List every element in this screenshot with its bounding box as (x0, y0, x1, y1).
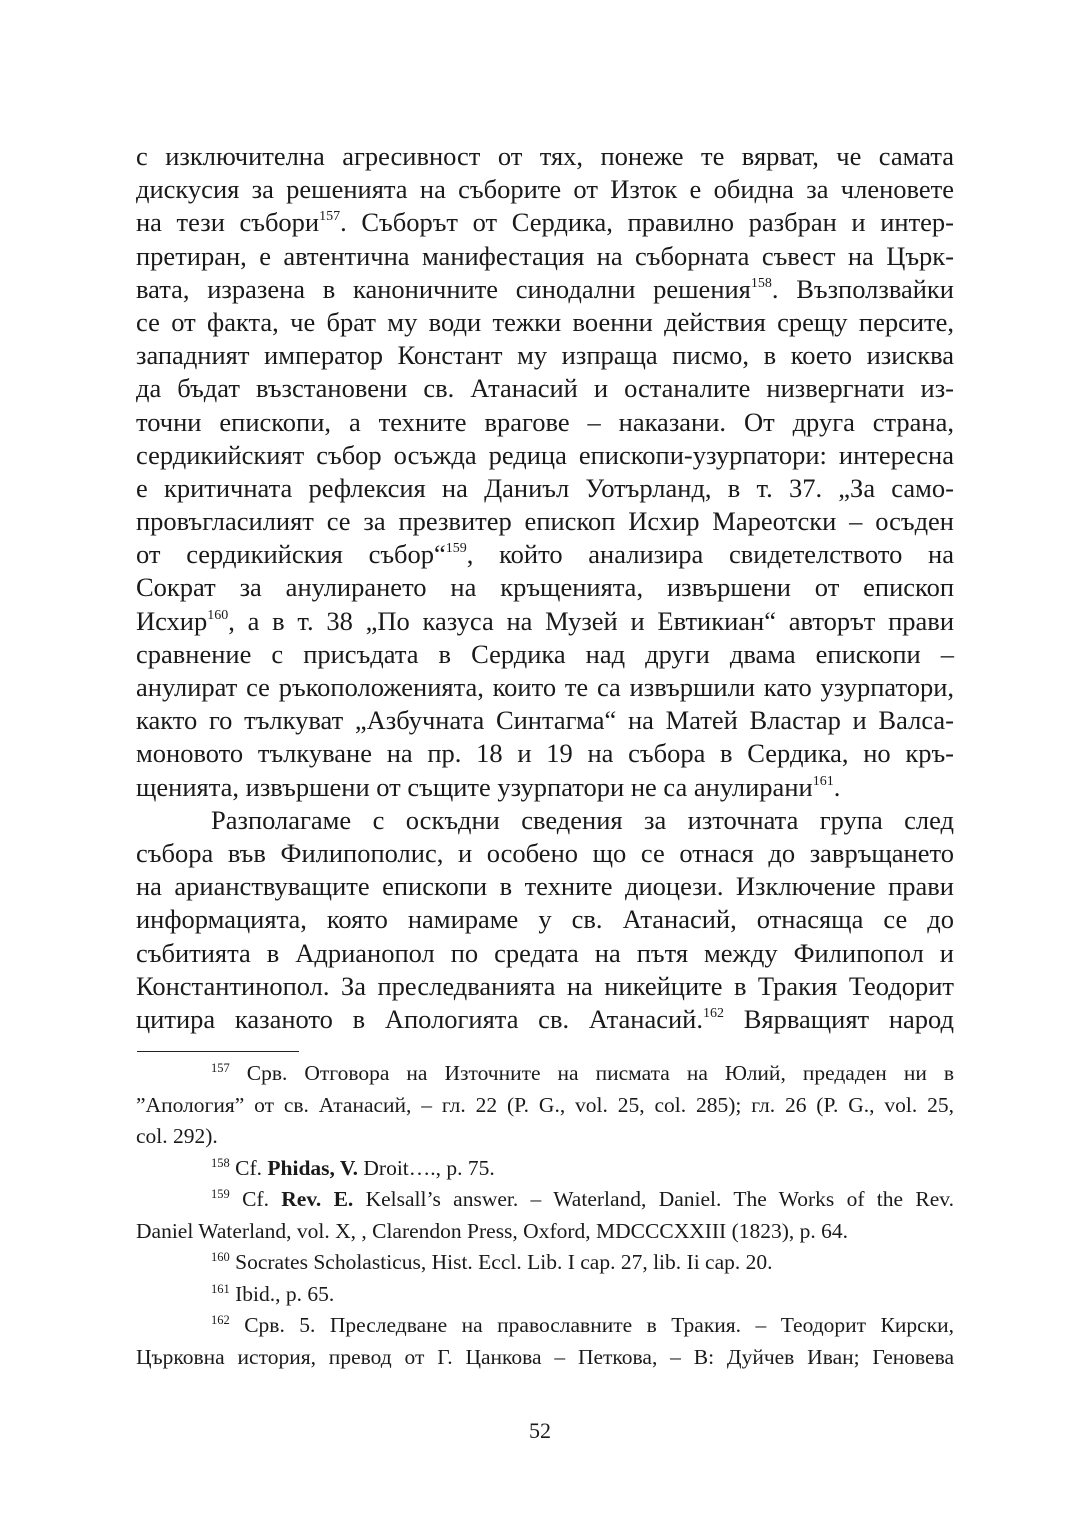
footnote-162-cont: Църковна история, превод от Г. Цанкова – Петкова, – В: Дуйчев Иван; Геновева (136, 1344, 954, 1369)
text-line: провъгласилият се за презвитер епископ Исхир Мареотски – осъден (136, 506, 954, 537)
footnote-160: $^{160}$ Socrates Scholasticus, Hist. Eccl. Lib. I cap. 27, lib. Ii cap. 20. (211, 1250, 773, 1274)
text-line: щенията, извършени от същите узурпатори не са анулирани$^{161}$. (136, 771, 841, 802)
footnote-162: $^{162}$ Срв. 5. Преследване на православните в Тракия. – Теодорит Кирски, (211, 1313, 954, 1337)
text-line: дискусия за решенията на съборите от Изток е обидна за членовете (136, 174, 954, 205)
footnote-ref-157[interactable]: 157 (319, 209, 341, 225)
text-line: е критичната рефлексия на Даниъл Уотърланд, в т. 37. „За само- (136, 472, 954, 503)
footnote-ref-162[interactable]: 162 (702, 1005, 724, 1021)
footnote-158: $^{158}$ Cf. Phidas, V. Droit…., p. 75. (211, 1155, 495, 1180)
text-line: Сократ за анулирането на кръщенията, извършени от епископ (136, 572, 954, 603)
text-line: с изключителна агресивност от тях, понеже те вярват, че самата (136, 141, 954, 171)
footnote-161: $^{161}$ Ibid., p. 65. (211, 1281, 335, 1306)
text-line: моновото тълкуване на пр. 18 и 19 на събора в Сердика, но кръ- (136, 738, 954, 769)
text-line: на арианствуващите епископи в техните диоцези. Изключение прави (136, 871, 954, 902)
page-number: 52 (529, 1418, 551, 1443)
paragraph-start-line: Разполагаме с оскъдни сведения за източната група след (211, 804, 954, 835)
text-line: информацията, която намираме у св. Атанасий, отнасяща се до (136, 904, 954, 935)
text-line: цитира казаното в Апологията св. Атанасий.$^{162}$ Вярващият народ (136, 1003, 954, 1034)
text-line: както го тълкуват „Азбучната Синтагма“ на Матей Властар и Валса- (136, 705, 954, 736)
text-line: да бъдат възстановени св. Атанасий и останалите низвергнати из- (136, 373, 954, 404)
footnote-157-cont: col. 292). (136, 1124, 218, 1148)
text-line: от сердикийския събор“$^{159}$, който анализира свидетелството на (136, 539, 955, 570)
footnote-ref-161[interactable]: 161 (812, 773, 834, 789)
text-line: се от факта, че брат му води тежки военни действия срещу персите, (136, 306, 954, 337)
text-line: претиран, е автентична манифестация на съборната съвест на Църк- (136, 240, 954, 271)
text-line: на тези събори$^{157}$. Съборът от Сердика, правилно разбран и интер- (136, 207, 955, 238)
footnotes (136, 1058, 954, 1373)
text-line: анулират се ръкоположенията, които те са извършили като узурпатори, (136, 672, 954, 702)
text-line: сравнение с присъдата в Сердика над други двама епископи – (136, 638, 954, 669)
footnote-157: $^{157}$ Срв. Отговора на Източните на писмата на Юлий, предаден ни в (211, 1061, 954, 1085)
footnote-separator (137, 1051, 299, 1052)
text-line: събора във Филипополис, и особено що се отнася до завръщането (136, 837, 954, 868)
footnote-159-cont: Daniel Waterland, vol. X, , Clarendon Press, Oxford, MDCCCXXIII (1823), p. 64. (136, 1218, 849, 1243)
footnote-ref-160[interactable]: 160 (207, 607, 229, 623)
text-line: точни епископи, а техните врагове – наказани. От друга страна, (136, 406, 954, 437)
text-line: западният император Констант му изпраща писмо, в което изисква (136, 340, 954, 371)
footnote-159: $^{159}$ Cf. Rev. E. Kelsall’s answer. – Waterland, Daniel. The Works of the Rev. (211, 1187, 954, 1211)
text-line: Исхир$^{160}$, а в т. 38 „По казуса на Музей и Евтикиан“ авторът прави (136, 605, 954, 636)
text-line: Константинопол. За преследванията на никейците в Тракия Теодорит (136, 970, 954, 1001)
text-line: сердикийският събор осъжда редица епископи-узурпатори: интересна (136, 439, 954, 470)
text-line: вата, изразена в каноничните синодални решения$^{158}$. Възползвайки (136, 273, 954, 304)
footnote-ref-159[interactable]: 159 (445, 541, 467, 557)
text-line: събитията в Адрианопол по средата на пътя между Филипопол и (136, 937, 954, 968)
footnote-ref-158[interactable]: 158 (750, 275, 772, 291)
footnote-157-cont: ”Апология” от св. Атанасий, – гл. 22 (P. G., vol. 25, col. 285); гл. 26 (P. G., vol. 25, (136, 1092, 954, 1117)
main-text (136, 140, 954, 1036)
